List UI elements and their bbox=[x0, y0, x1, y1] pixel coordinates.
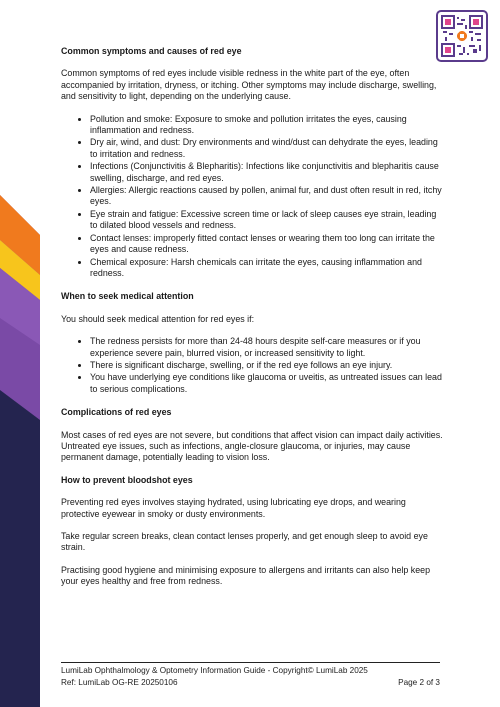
attention-list bbox=[61, 336, 445, 395]
list-item: • Dry air, wind, and dust: Dry environments and wind/dust can dehydrate the eyes, leading to irritation and redness. bbox=[90, 137, 445, 160]
list-item: • Allergies: Allergic reactions caused by pollen, animal fur, and dust often result in red, itchy eyes. bbox=[90, 185, 445, 208]
decorative-side-band bbox=[0, 0, 40, 707]
footer-row bbox=[61, 677, 440, 689]
complications-body: Most cases of red eyes are not severe, but conditions that affect vision can impact daily activities. Untreated eye issues, such as infections, angle-closure glaucoma, or injuries, may cause permanent damage, potentially leading to vision loss. bbox=[61, 429, 443, 463]
list-item: • Pollution and smoke: Exposure to smoke and pollution irritates the eyes, causing inflammation and redness. bbox=[90, 114, 445, 137]
heading-symptoms: Common symptoms and causes of red eye bbox=[61, 46, 242, 56]
heading-medical-attention: When to seek medical attention bbox=[61, 291, 194, 302]
symptoms-list bbox=[61, 114, 445, 280]
attention-intro: You should seek medical attention for red eyes if: bbox=[61, 313, 255, 324]
prevention-paragraph: Practising good hygiene and minimising exposure to allergens and irritants can also help keep your eyes healthy and free from redness. bbox=[61, 564, 431, 587]
list-item: • There is significant discharge, swelling, or if the red eye follows an eye injury. bbox=[90, 360, 445, 371]
symptoms-intro: Common symptoms of red eyes include visible redness in the white part of the eye, often accompanied by irritation, dryness, or itching. Other symptoms may include discharge, swelling, and sensitivity to light, depending on the underlying cause. bbox=[61, 68, 437, 102]
list-item: • You have underlying eye conditions like glaucoma or uveitis, as untreated issues can lead to serious complications. bbox=[90, 372, 445, 395]
list-item: • Chemical exposure: Harsh chemicals can irritate the eyes, causing inflammation and redness. bbox=[90, 257, 445, 280]
footer-reference: Ref: LumiLab OG-RE 20250106 bbox=[61, 677, 178, 687]
prevention-paragraph: Take regular screen breaks, clean contact lenses properly, and get enough sleep to avoid eye strain. bbox=[61, 531, 428, 553]
main-content bbox=[61, 46, 445, 599]
list-item: • Infections (Conjunctivitis & Blepharitis): Infections like conjunctivitis and blepharitis cause swelling, discharge, and red eyes. bbox=[90, 161, 445, 184]
list-item: • Contact lenses: improperly fitted contact lenses or wearing them too long can irritate the eyes and cause redness. bbox=[90, 233, 445, 256]
page-number: Page 2 of 3 bbox=[398, 677, 440, 687]
footer-copyright: LumiLab Ophthalmology & Optometry Information Guide - Copyright© LumiLab 2025 bbox=[61, 666, 368, 675]
list-item: • Eye strain and fatigue: Excessive screen time or lack of sleep causes eye strain, leading to dilated blood vessels and redness. bbox=[90, 209, 445, 232]
prevention-paragraph: Preventing red eyes involves staying hydrated, using lubricating eye drops, and wearing protective eyewear in smoky or dusty environments. bbox=[61, 497, 406, 519]
heading-complications: Complications of red eyes bbox=[61, 407, 172, 418]
page-footer bbox=[61, 662, 440, 688]
heading-prevention: How to prevent bloodshot eyes bbox=[61, 474, 193, 485]
list-item: • The redness persists for more than 24-48 hours despite self-care measures or if you experience severe pain, blurred vision, or increased sensitivity to light. bbox=[90, 336, 445, 359]
